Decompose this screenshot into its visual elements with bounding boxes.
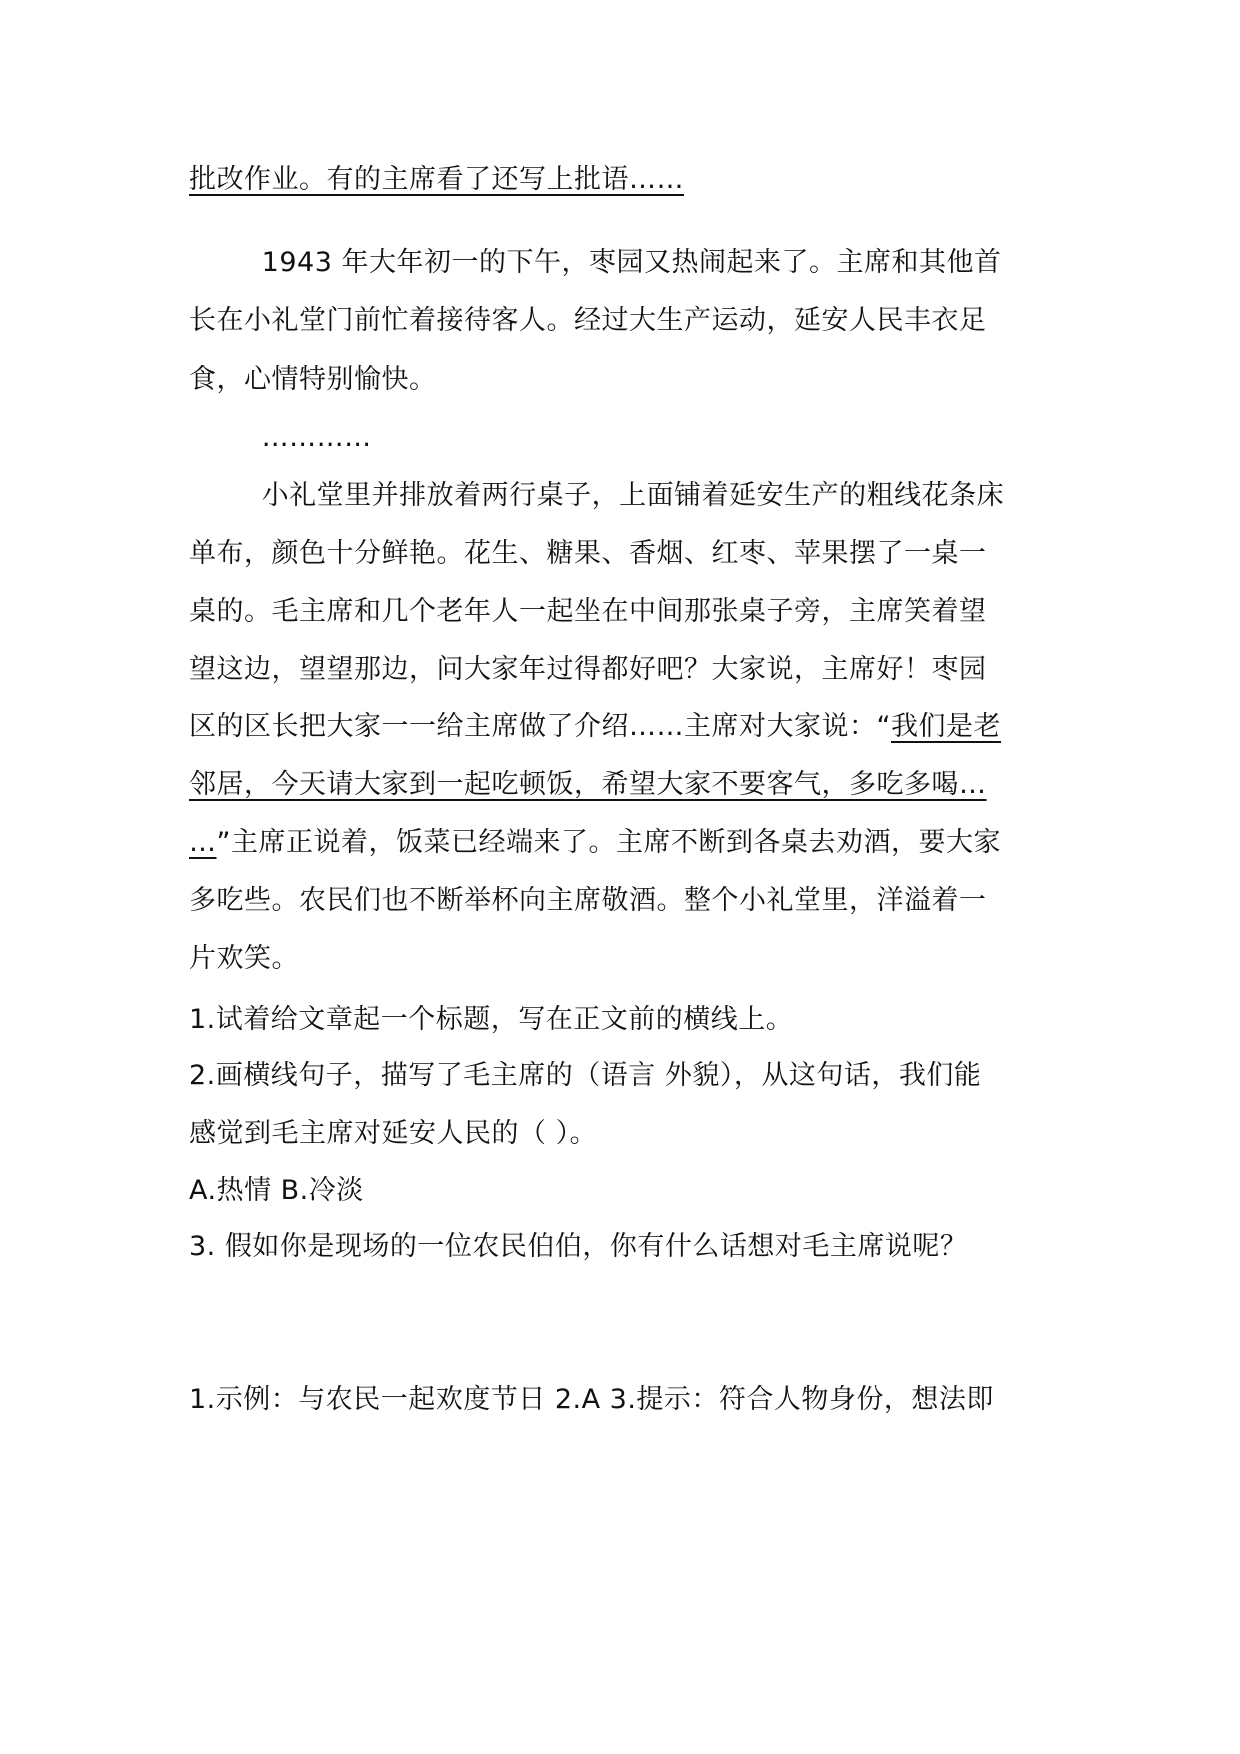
text-segment: ”主席正说着，饭菜已经端来了。主席不断到各桌去劝酒，要大家 [216, 827, 1001, 858]
passage-line [189, 650, 1064, 690]
text-segment: 片欢笑。 [189, 943, 299, 974]
question-3: 3. 假如你是现场的一位农民伯伯，你有什么话想对毛主席说呢？ [189, 1231, 968, 1262]
passage-line [189, 765, 1064, 805]
passage-line [189, 418, 1064, 458]
passage-line [189, 823, 1064, 863]
text-segment: 区的区长把大家一一给主席做了介绍……主席对大家说：“ [189, 711, 891, 742]
passage-line [189, 360, 1064, 400]
passage-line [189, 476, 1064, 516]
text-segment: 望这边，望望那边，问大家年过得都好吧？大家说，主席好！枣园 [189, 654, 987, 685]
text-segment: 1943 年大年初一的下午，枣园又热闹起来了。主席和其他首 [189, 247, 1002, 278]
underlined-text: … [189, 827, 217, 858]
question-2-options: A.热情 B.冷淡 [189, 1175, 364, 1206]
text-segment: 食，心情特别愉快。 [189, 364, 437, 395]
passage-line [189, 534, 1064, 574]
question-2-line-2: 感觉到毛主席对延安人民的（ ）。 [189, 1118, 598, 1149]
text-segment: ………… [189, 422, 372, 453]
passage-line [189, 707, 1064, 747]
passage-line [189, 160, 1064, 200]
passage-line [189, 939, 1064, 979]
passage-line [189, 301, 1064, 341]
text-segment: 单布，颜色十分鲜艳。花生、糖果、香烟、红枣、苹果摆了一桌一 [189, 538, 987, 569]
text-segment: 多吃些。农民们也不断举杯向主席敬酒。整个小礼堂里，洋溢着一 [189, 885, 987, 916]
text-segment: 长在小礼堂门前忙着接待客人。经过大生产运动，延安人民丰衣足 [189, 305, 987, 336]
answer-key: 1.示例：与农民一起欢度节日 2.A 3.提示：符合人物身份，想法即 [189, 1384, 994, 1415]
underlined-text: 我们是老 [891, 711, 1001, 742]
text-segment: 桌的。毛主席和几个老年人一起坐在中间那张桌子旁，主席笑着望 [189, 596, 987, 627]
text-segment: 小礼堂里并排放着两行桌子，上面铺着延安生产的粗线花条床 [189, 480, 1005, 511]
underlined-text: 邻居，今天请大家到一起吃顿饭，希望大家不要客气，多吃多喝… [189, 769, 987, 800]
underlined-text: 批改作业。有的主席看了还写上批语…… [189, 164, 684, 195]
passage-line [189, 592, 1064, 632]
question-2-line-1: 2.画横线句子，描写了毛主席的（语言 外貌），从这句话，我们能 [189, 1060, 982, 1091]
passage-line [189, 881, 1064, 921]
passage-line [189, 243, 1064, 283]
question-1: 1.试着给文章起一个标题，写在正文前的横线上。 [189, 1004, 794, 1035]
